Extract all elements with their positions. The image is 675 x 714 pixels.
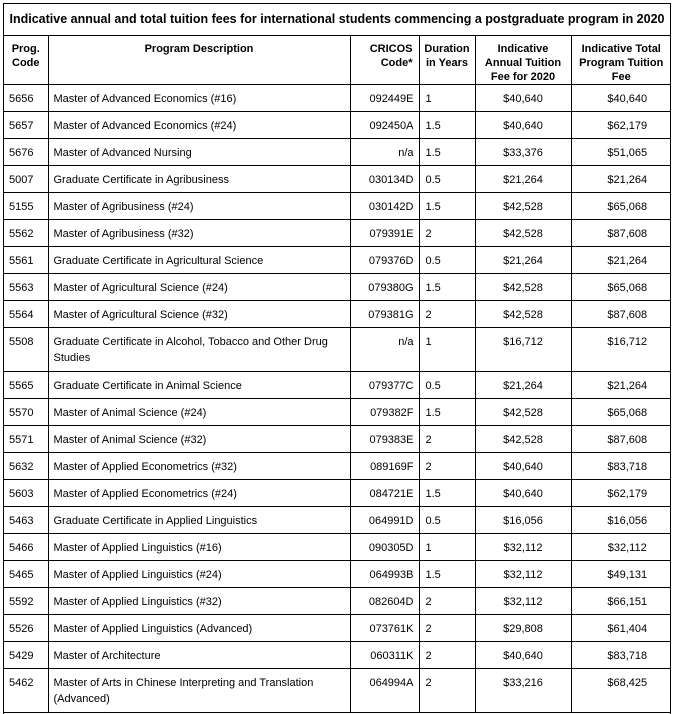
annual-fee-cell: $21,264 [475,247,571,274]
annual-fee-cell: $42,528 [475,301,571,328]
header-line: Fee [611,71,631,83]
program-description-cell: Master of Applied Linguistics (#32) [48,588,350,615]
program-description-cell: Master of Architecture [48,642,350,669]
table-row [4,426,671,453]
annual-fee-cell: $32,112 [475,561,571,588]
table-row [4,372,671,399]
header-duration [419,36,475,85]
annual-fee-cell: $42,528 [475,220,571,247]
total-fee-cell: $65,068 [571,193,671,220]
total-fee-cell: $83,718 [571,453,671,480]
annual-fee-cell: $33,376 [475,139,571,166]
table-row [4,399,671,426]
table-row [4,247,671,274]
total-fee-cell: $32,112 [571,534,671,561]
total-fee-cell: $66,151 [571,588,671,615]
fee-table [4,36,671,713]
total-fee-cell: $87,608 [571,426,671,453]
program-description-cell: Master of Applied Linguistics (#24) [48,561,350,588]
table-row [4,561,671,588]
prog-code-cell: 5603 [4,480,48,507]
total-fee-cell: $62,179 [571,480,671,507]
annual-fee-cell: $21,264 [475,166,571,193]
table-row [4,480,671,507]
cricos-code-cell: 030142D [350,193,419,220]
header-line: Code [12,57,40,69]
annual-fee-cell: $40,640 [475,85,571,112]
annual-fee-cell: $29,808 [475,615,571,642]
program-description-cell: Master of Advanced Economics (#24) [48,112,350,139]
cricos-code-cell: 079376D [350,247,419,274]
header-line: CRICOS [369,43,413,55]
program-description-cell: Master of Agricultural Science (#32) [48,301,350,328]
prog-code-cell: 5466 [4,534,48,561]
table-row [4,220,671,247]
program-description-cell: Master of Applied Linguistics (#16) [48,534,350,561]
cricos-code-cell: 082604D [350,588,419,615]
table-row [4,85,671,112]
program-description-cell: Graduate Certificate in Agribusiness [48,166,350,193]
cricos-code-cell: 090305D [350,534,419,561]
program-description-cell: Master of Advanced Economics (#16) [48,85,350,112]
table-title: Indicative annual and total tuition fees for international students commencing a postgraduate program in 2020 [4,4,670,36]
table-row [4,507,671,534]
total-fee-cell: $21,264 [571,372,671,399]
duration-cell: 2 [419,615,475,642]
prog-code-cell: 5462 [4,669,48,713]
table-row [4,301,671,328]
prog-code-cell: 5563 [4,274,48,301]
annual-fee-cell: $42,528 [475,399,571,426]
cricos-code-cell: 073761K [350,615,419,642]
annual-fee-cell: $33,216 [475,669,571,713]
cricos-code-cell: n/a [350,139,419,166]
cricos-code-cell: 079380G [350,274,419,301]
program-description-cell: Master of Agricultural Science (#24) [48,274,350,301]
duration-cell: 2 [419,220,475,247]
duration-cell: 2 [419,588,475,615]
header-line: Fee for 2020 [490,71,556,83]
duration-cell: 1.5 [419,193,475,220]
table-row [4,453,671,480]
cricos-code-cell: 079377C [350,372,419,399]
table-row [4,642,671,669]
table-row [4,669,671,713]
total-fee-cell: $16,056 [571,507,671,534]
annual-fee-cell: $40,640 [475,453,571,480]
prog-code-cell: 5592 [4,588,48,615]
total-fee-cell: $21,264 [571,247,671,274]
program-description-cell: Graduate Certificate in Alcohol, Tobacco and Other Drug Studies [48,328,350,372]
cricos-code-cell: 060311K [350,642,419,669]
annual-fee-cell: $32,112 [475,588,571,615]
table-row [4,328,671,372]
total-fee-cell: $62,179 [571,112,671,139]
program-description-cell: Master of Advanced Nursing [48,139,350,166]
header-line: in Years [426,57,468,69]
prog-code-cell: 5565 [4,372,48,399]
program-description-cell: Master of Animal Science (#24) [48,399,350,426]
prog-code-cell: 5465 [4,561,48,588]
annual-fee-cell: $32,112 [475,534,571,561]
header-cricos-code [350,36,419,85]
header-line: Program Tuition [579,57,664,69]
annual-fee-cell: $40,640 [475,642,571,669]
annual-fee-cell: $16,712 [475,328,571,372]
total-fee-cell: $51,065 [571,139,671,166]
prog-code-cell: 5564 [4,301,48,328]
prog-code-cell: 5526 [4,615,48,642]
duration-cell: 2 [419,426,475,453]
duration-cell: 0.5 [419,372,475,399]
prog-code-cell: 5570 [4,399,48,426]
table-row [4,193,671,220]
duration-cell: 1.5 [419,561,475,588]
table-row [4,139,671,166]
duration-cell: 1.5 [419,399,475,426]
annual-fee-cell: $42,528 [475,193,571,220]
prog-code-cell: 5463 [4,507,48,534]
cricos-code-cell: 092450A [350,112,419,139]
prog-code-cell: 5632 [4,453,48,480]
cricos-code-cell: 079382F [350,399,419,426]
program-description-cell: Master of Agribusiness (#24) [48,193,350,220]
header-annual-fee [475,36,571,85]
header-line: Code* [380,57,413,69]
program-description-cell: Master of Arts in Chinese Interpreting and Translation (Advanced) [48,669,350,713]
cricos-code-cell: 030134D [350,166,419,193]
total-fee-cell: $65,068 [571,274,671,301]
duration-cell: 0.5 [419,247,475,274]
header-line: Indicative [497,43,549,55]
annual-fee-cell: $16,056 [475,507,571,534]
duration-cell: 1.5 [419,139,475,166]
prog-code-cell: 5429 [4,642,48,669]
program-description-cell: Master of Applied Econometrics (#32) [48,453,350,480]
prog-code-cell: 5657 [4,112,48,139]
duration-cell: 1.5 [419,480,475,507]
cricos-code-cell: 064994A [350,669,419,713]
total-fee-cell: $65,068 [571,399,671,426]
duration-cell: 2 [419,301,475,328]
cricos-code-cell: 079381G [350,301,419,328]
annual-fee-cell: $42,528 [475,426,571,453]
table-row [4,166,671,193]
annual-fee-cell: $42,528 [475,274,571,301]
header-prog-code [4,36,48,85]
cricos-code-cell: 092449E [350,85,419,112]
table-row [4,112,671,139]
program-description-cell: Master of Agribusiness (#32) [48,220,350,247]
duration-cell: 0.5 [419,507,475,534]
duration-cell: 2 [419,642,475,669]
total-fee-cell: $16,712 [571,328,671,372]
cricos-code-cell: 064991D [350,507,419,534]
cricos-code-cell: n/a [350,328,419,372]
cricos-code-cell: 064993B [350,561,419,588]
prog-code-cell: 5155 [4,193,48,220]
cricos-code-cell: 079391E [350,220,419,247]
total-fee-cell: $68,425 [571,669,671,713]
duration-cell: 1 [419,328,475,372]
cricos-code-cell: 089169F [350,453,419,480]
total-fee-cell: $83,718 [571,642,671,669]
duration-cell: 1 [419,85,475,112]
total-fee-cell: $87,608 [571,301,671,328]
program-description-cell: Graduate Certificate in Agricultural Science [48,247,350,274]
prog-code-cell: 5508 [4,328,48,372]
duration-cell: 1.5 [419,274,475,301]
total-fee-cell: $21,264 [571,166,671,193]
cricos-code-cell: 079383E [350,426,419,453]
total-fee-cell: $87,608 [571,220,671,247]
duration-cell: 0.5 [419,166,475,193]
header-line: Duration [424,43,470,55]
total-fee-cell: $49,131 [571,561,671,588]
header-line: Prog. [11,43,40,55]
header-line: Program Description [144,43,254,55]
program-description-cell: Master of Animal Science (#32) [48,426,350,453]
header-row [4,36,671,85]
duration-cell: 2 [419,669,475,713]
table-row [4,588,671,615]
annual-fee-cell: $40,640 [475,480,571,507]
table-row [4,615,671,642]
header-total-fee [571,36,671,85]
duration-cell: 1 [419,534,475,561]
fee-table-frame [3,3,671,714]
duration-cell: 1.5 [419,112,475,139]
cricos-code-cell: 084721E [350,480,419,507]
header-line: Indicative Total [581,43,661,55]
prog-code-cell: 5571 [4,426,48,453]
prog-code-cell: 5007 [4,166,48,193]
prog-code-cell: 5561 [4,247,48,274]
header-line: Annual Tuition [484,57,562,69]
program-description-cell: Graduate Certificate in Animal Science [48,372,350,399]
duration-cell: 2 [419,453,475,480]
program-description-cell: Master of Applied Linguistics (Advanced) [48,615,350,642]
header-program-description [48,36,350,85]
program-description-cell: Master of Applied Econometrics (#24) [48,480,350,507]
table-row [4,534,671,561]
total-fee-cell: $40,640 [571,85,671,112]
annual-fee-cell: $40,640 [475,112,571,139]
table-row [4,274,671,301]
program-description-cell: Graduate Certificate in Applied Linguistics [48,507,350,534]
prog-code-cell: 5656 [4,85,48,112]
total-fee-cell: $61,404 [571,615,671,642]
prog-code-cell: 5676 [4,139,48,166]
prog-code-cell: 5562 [4,220,48,247]
annual-fee-cell: $21,264 [475,372,571,399]
